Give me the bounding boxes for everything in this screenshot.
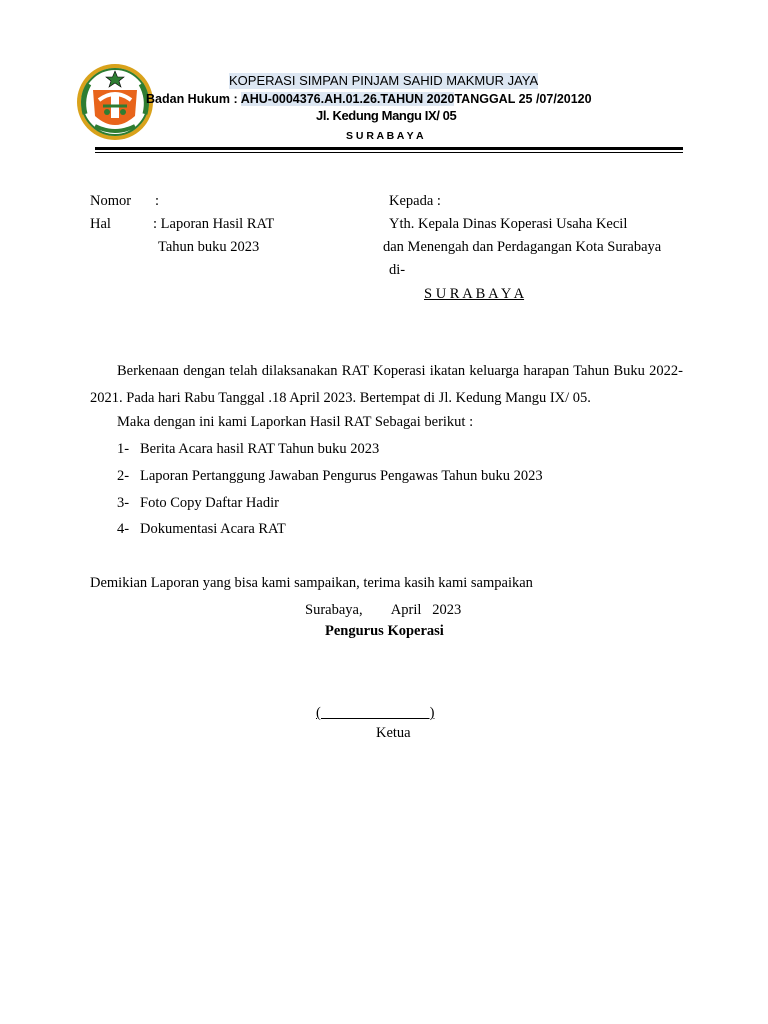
kepada-label: Kepada : <box>389 193 441 209</box>
body-paragraph-2: Maka dengan ini kami Laporkan Hasil RAT Sebagai berikut : <box>117 414 474 430</box>
recipient-line1: Yth. Kepala Dinas Koperasi Usaha Kecil <box>389 216 628 232</box>
recipient-line2: dan Menengah dan Perdagangan Kota Surabaya <box>383 239 662 255</box>
list-item-text: Laporan Pertanggung Jawaban Pengurus Pengawas Tahun buku 2023 <box>140 468 543 484</box>
recipient-di: di- <box>389 262 406 278</box>
nomor-label: Nomor <box>90 193 132 209</box>
list-item-number: 3- <box>117 495 130 511</box>
legal-entity-label: Badan Hukum : <box>146 92 238 106</box>
signature-org: Pengurus Koperasi <box>325 623 444 639</box>
header-rule-thick <box>95 147 683 150</box>
list-item <box>117 440 379 458</box>
list-item <box>117 520 286 538</box>
list-item-number: 4- <box>117 521 130 537</box>
signature-role: Ketua <box>376 725 411 741</box>
hal-value: : Laporan Hasil RAT <box>153 216 275 232</box>
org-city: S U R A B A Y A <box>346 130 424 142</box>
org-name: KOPERASI SIMPAN PINJAM SAHID MAKMUR JAYA <box>229 73 539 88</box>
list-item-text: Berita Acara hasil RAT Tahun buku 2023 <box>140 441 380 457</box>
nomor-colon: : <box>155 193 160 209</box>
legal-entity-number: AHU-0004376.AH.01.26.TAHUN 2020 <box>240 92 455 106</box>
list-item-number: 1- <box>117 441 130 457</box>
list-item <box>117 494 279 512</box>
cooperative-logo <box>73 62 157 142</box>
hal-label: Hal <box>90 216 111 232</box>
list-item-number: 2- <box>117 468 130 484</box>
closing-sentence: Demikian Laporan yang bisa kami sampaikan, terima kasih kami sampaikan <box>90 575 533 591</box>
header-rule-thin <box>95 152 683 153</box>
legal-entity-line <box>146 91 592 107</box>
list-item-text: Dokumentasi Acara RAT <box>140 521 286 537</box>
hal-value-line2: Tahun buku 2023 <box>158 239 260 255</box>
org-address: Jl. Kedung Mangu IX/ 05 <box>316 108 457 123</box>
signature-place-date: Surabaya, April 2023 <box>305 602 462 618</box>
list-item-text: Foto Copy Daftar Hadir <box>140 495 279 511</box>
list-item <box>117 467 543 485</box>
signature-name-line: ( ) <box>316 705 435 721</box>
legal-entity-date: TANGGAL 25 /07/20120 <box>454 92 592 106</box>
body-paragraph-1: Berkenaan dengan telah dilaksanakan RAT Koperasi ikatan keluarga harapan Tahun Buku 2022-2021. Pada hari Rabu Tanggal .18 April 2023. Bertempat di Jl. Kedung Mangu IX/ 05. <box>90 363 683 406</box>
recipient-city: S U R A B A Y A <box>424 286 525 302</box>
